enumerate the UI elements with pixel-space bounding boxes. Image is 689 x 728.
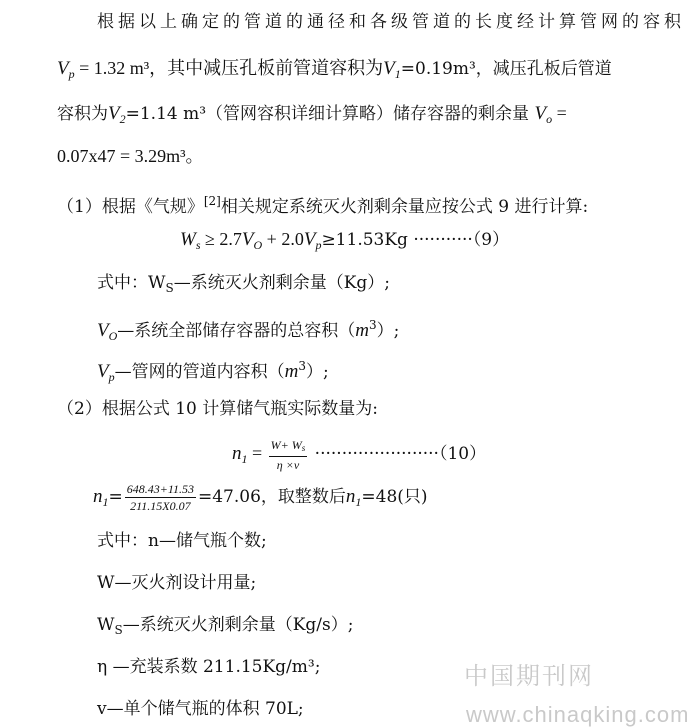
def-eta: η —充装系数 211.15Kg/m³; — [97, 657, 321, 677]
formula-10: $n_1$ = $\frac{W+ W_s}{\eta \times v}$ ·······················（10） — [232, 437, 487, 472]
citation-ref: [2] — [203, 194, 221, 208]
def-w: W—灭火剂设计用量; — [97, 573, 257, 593]
para2-intro — [57, 190, 588, 218]
def-vp: $V_p—$管网的管道内容积$(m^3)$; — [97, 359, 329, 384]
var-v1: $V_1$ — [383, 58, 401, 81]
def-n: 式中：n—储气瓶个数; — [97, 531, 267, 551]
text: =1.14 m³（管网容积详细计算略）储存容器的剩余量 — [125, 104, 535, 124]
text: （1）根据《气规》 — [57, 197, 204, 217]
var-v2: $V_2$ — [108, 103, 126, 126]
fraction: $\frac{648.43+11.53}{211.15X0.07}$ — [126, 482, 194, 513]
para1-line4: 0.07x47 = 3.29m³。 — [57, 146, 204, 166]
para1-line1: 根据以上确定的管道的通径和各级管道的长度经计算管网的容积 — [97, 12, 685, 32]
watermark-url: www.chinaqking.com — [466, 702, 689, 727]
formula-9: $W_s \ge 2.7V_O + 2.0V_p\ge 11.53Kg \cdot\cdot\cdot\cdot\cdot\cdot\cdot\cdot\cdot\cdot\cdot(9)$ — [180, 229, 510, 252]
fraction: $\frac{W+ W_s}{\eta \times v}$ — [270, 437, 306, 472]
watermark-cn: 中国期刊网 — [464, 662, 594, 690]
text: = — [552, 103, 567, 123]
var-vo: $V_o$ — [534, 103, 553, 126]
def-vo: $V_O—$系统全部储存容器的总容积$(m^3)$; — [97, 318, 400, 343]
text: =0.19m³，减压孔板后管道 — [400, 59, 612, 79]
def-v: v—单个储气瓶的体积 70L; — [97, 699, 304, 719]
para3-intro: （2）根据公式 10 计算储气瓶实际数量为: — [57, 399, 378, 419]
calc-line: $n_1=$ $\frac{648.43+11.53}{211.15X0.07}$ =47.06，取整数后$n_1=48$(只) — [93, 482, 428, 513]
def-ws2: $W_S—$系统灭火剂剩余量（Kg/s）; — [97, 615, 354, 637]
para1-line3 — [57, 102, 567, 130]
text: 容积为 — [57, 104, 108, 124]
text: 相关规定系统灭火剂剩余量应按公式 9 进行计算: — [220, 197, 589, 217]
var-vp: $V_p$ — [57, 58, 75, 81]
para1-line2 — [57, 57, 612, 85]
text: = 1.32 m³，其中减压孔板前管道容积为 — [74, 58, 384, 78]
def-ws: 式中：$W_S—$系统灭火剂剩余量（Kg）; — [97, 273, 391, 295]
